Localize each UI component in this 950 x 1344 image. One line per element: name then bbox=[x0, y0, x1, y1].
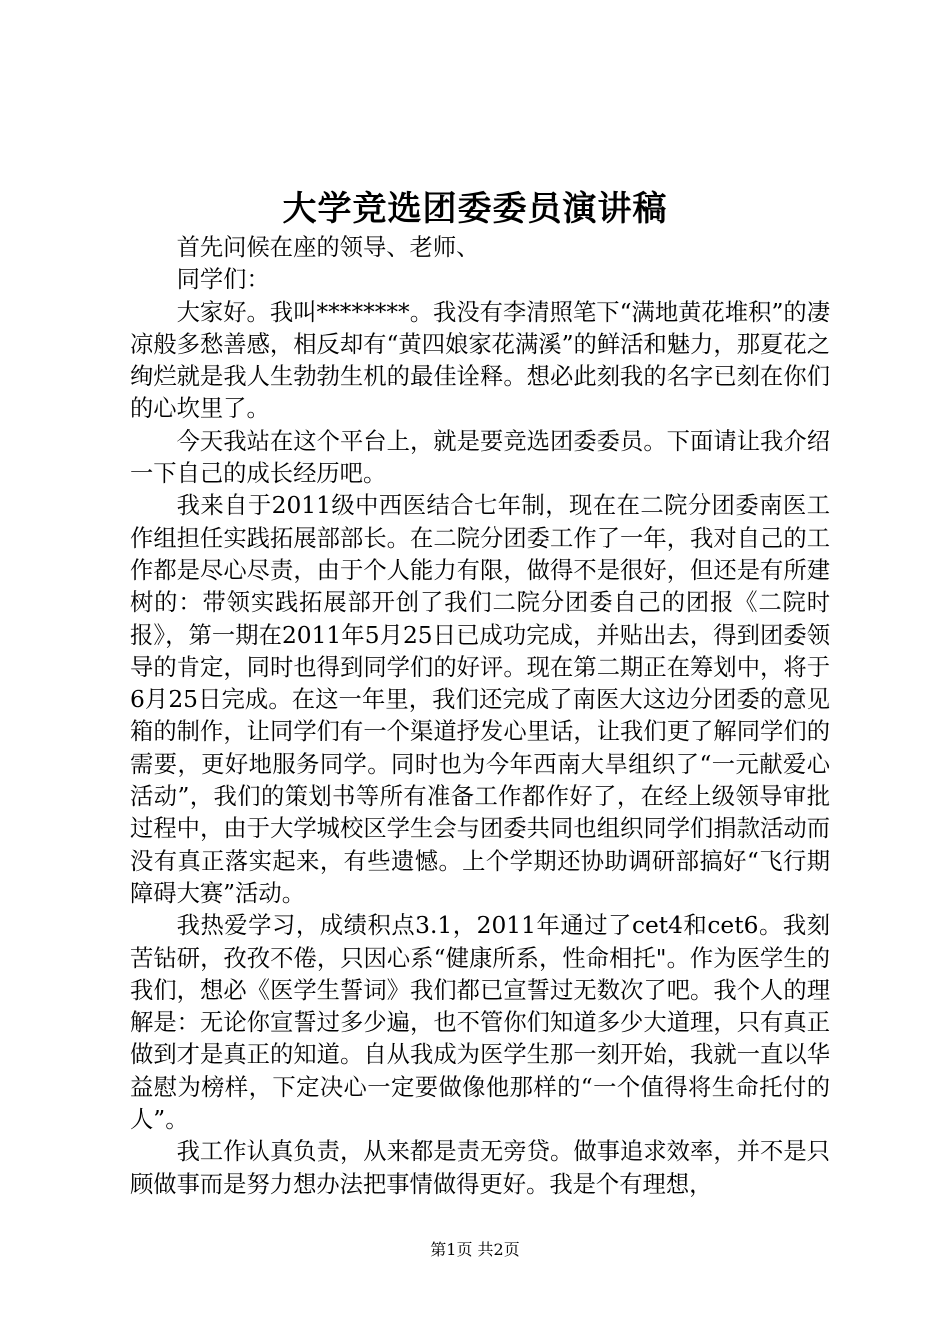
paragraph: 今天我站在这个平台上，就是要竞选团委委员。下面请让我介绍一下自己的成长经历吧。 bbox=[130, 427, 830, 488]
paragraph: 我来自于2011级中西医结合七年制，现在在二院分团委南医工作组担任实践拓展部部长。在二院分团委工作了一年，我对自己的工作都是尽心尽责，由于个人能力有限，做得不是很好，但还是有所建树的：带领实践拓展部开创了我们二院分团委自己的团报《二院时报》，第一期在2011年5月25日已成功完成，并贴出去，得到团委领导的肯定，同时也得到同学们的好评。现在第二期正在筹划中，将于6月25日完成。在这一年里，我们还完成了南医大这边分团委的意见箱的制作，让同学们有一个渠道抒发心里话，让我们更了解同学们的需要，更好地服务同学。同时也为今年西南大旱组织了“一元献爱心活动”，我们的策划书等所有准备工作都作好了，在经上级领导审批过程中，由于大学城校区学生会与团委共同也组织同学们捐款活动而没有真正落实起来，有些遗憾。上个学期还协助调研部搞好“飞行期障碍大赛”活动。 bbox=[130, 492, 830, 907]
paragraph: 同学们： bbox=[176, 266, 270, 294]
paragraph: 大家好。我叫********。我没有李清照笔下“满地黄花堆积”的凄凉般多愁善感，相反却有“黄四娘家花满溪”的鲜活和魅力，那夏花之绚烂就是我人生勃勃生机的最佳诠释。想必此刻我的名字已刻在你们的心坎里了。 bbox=[130, 298, 830, 423]
document-body bbox=[130, 232, 830, 1201]
paragraph: 我工作认真负责，从来都是责无旁贷。做事追求效率，并不是只顾做事而是努力想办法把事情做得更好。我是个有理想， bbox=[130, 1138, 830, 1198]
paragraph: 我热爱学习，成绩积点3.1，2011年通过了cet4和cet6。我刻苦钻研，孜孜不倦，只因心系“健康所系，性命相托"。作为医学生的我们，想必《医学生誓词》我们都已宣誓过无数次了吧。我个人的理解是：无论你宣誓过多少遍，也不管你们知道多少大道理，只有真正做到才是真正的知道。自从我成为医学生那一刻开始，我就一直以华益慰为榜样，下定决心一定要做像他那样的“一个值得将生命托付的人”。 bbox=[130, 912, 830, 1134]
paragraph: 首先问候在座的领导、老师、 bbox=[176, 234, 480, 261]
document-title: 大学竞选团委委员演讲稿 bbox=[282, 189, 668, 229]
page-footer: 第1页 共2页 bbox=[430, 1240, 520, 1259]
